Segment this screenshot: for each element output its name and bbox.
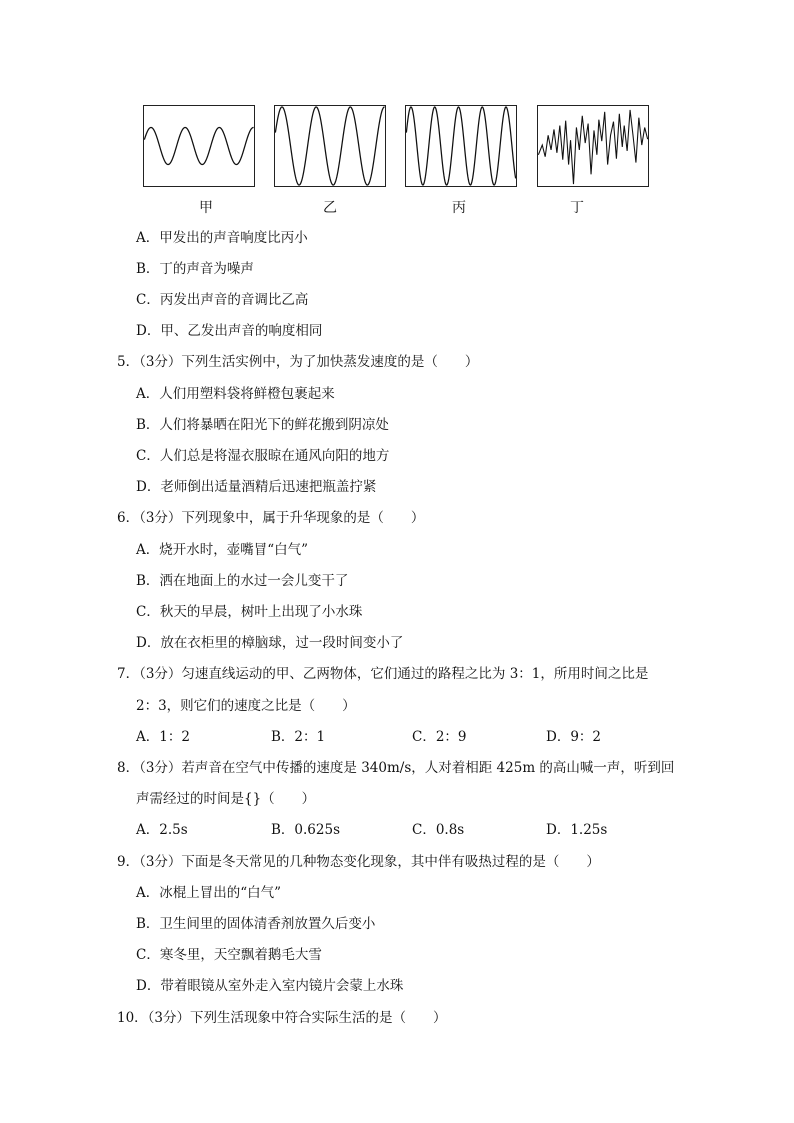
q6-option-d: D．放在衣柜里的樟脑球，过一段时间变小了 — [136, 635, 404, 651]
q6-option-b: B．洒在地面上的水过一会儿变干了 — [136, 573, 349, 589]
q9-option-d: D．带着眼镜从室外走入室内镜片会蒙上水珠 — [136, 978, 404, 994]
wave-bing-svg — [406, 106, 516, 186]
q7-stem-line2: 2：3，则它们的速度之比是（ ） — [136, 698, 356, 714]
q9-option-a: A．冰棍上冒出的“白气” — [136, 885, 282, 901]
q9-option-c: C．寒冬里，天空飘着鹅毛大雪 — [136, 947, 322, 963]
q8-stem-line1: 8．（3分）若声音在空气中传播的速度是 340m/s，人对着相距 425m 的高山喊一声，听到回 — [117, 760, 675, 776]
q8-option-a: A．2.5s — [136, 822, 188, 838]
q7-option-b: B．2：1 — [271, 729, 326, 745]
q7-option-c: C．2：9 — [412, 729, 467, 745]
figure-jia — [143, 105, 255, 187]
figure-label-yi: 乙 — [323, 200, 337, 216]
figure-ding — [537, 105, 649, 187]
wave-jia — [144, 127, 253, 164]
q4-option-c: C．丙发出声音的音调比乙高 — [136, 292, 309, 308]
figure-label-bing: 丙 — [452, 200, 466, 216]
q8-stem-line2: 声需经过的时间是{}（ ） — [136, 791, 316, 807]
q9-option-b: B．卫生间里的固体清香剂放置久后变小 — [136, 916, 376, 932]
q7-stem-line1: 7．（3分）匀速直线运动的甲、乙两物体，它们通过的路程之比为 3：1，所用时间之比是 — [117, 666, 649, 682]
q8-option-b: B．0.625s — [271, 822, 340, 838]
figure-yi — [274, 105, 386, 187]
wave-ding — [538, 110, 647, 184]
q8-option-c: C．0.8s — [412, 822, 465, 838]
q7-option-d: D．9：2 — [546, 729, 602, 745]
wave-bing — [406, 107, 515, 185]
q5-option-c: C．人们总是将湿衣服晾在通风向阳的地方 — [136, 448, 390, 464]
q6-option-c: C．秋天的早晨，树叶上出现了小水珠 — [136, 604, 363, 620]
figure-label-jia: 甲 — [199, 200, 213, 216]
wave-jia-svg — [144, 106, 254, 186]
figure-bing — [405, 105, 517, 187]
q5-option-d: D．老师倒出适量酒精后迅速把瓶盖拧紧 — [136, 479, 377, 495]
wave-yi-svg — [275, 106, 385, 186]
wave-ding-svg — [538, 106, 648, 186]
q6-option-a: A．烧开水时，壶嘴冒“白气” — [136, 542, 309, 558]
q10-stem: 10．（3分）下列生活现象中符合实际生活的是（ ） — [117, 1010, 447, 1026]
q5-stem: 5．（3分）下列生活实例中，为了加快蒸发速度的是（ ） — [117, 354, 479, 370]
figure-label-ding: 丁 — [570, 200, 584, 216]
q8-option-d: D．1.25s — [546, 822, 608, 838]
q6-stem: 6．（3分）下列现象中，属于升华现象的是（ ） — [117, 510, 425, 526]
q5-option-b: B．人们将暴晒在阳光下的鲜花搬到阴凉处 — [136, 417, 389, 433]
q4-option-d: D．甲、乙发出声音的响度相同 — [136, 323, 323, 339]
q9-stem: 9．（3分）下面是冬天常见的几种物态变化现象，其中伴有吸热过程的是（ ） — [117, 854, 600, 870]
q4-option-b: B．丁的声音为噪声 — [136, 261, 254, 277]
wave-yi — [275, 107, 384, 185]
q4-option-a: A．甲发出的声音响度比丙小 — [136, 230, 308, 246]
q7-option-a: A．1：2 — [136, 729, 190, 745]
q5-option-a: A．人们用塑料袋将鲜橙包裹起来 — [136, 386, 335, 402]
